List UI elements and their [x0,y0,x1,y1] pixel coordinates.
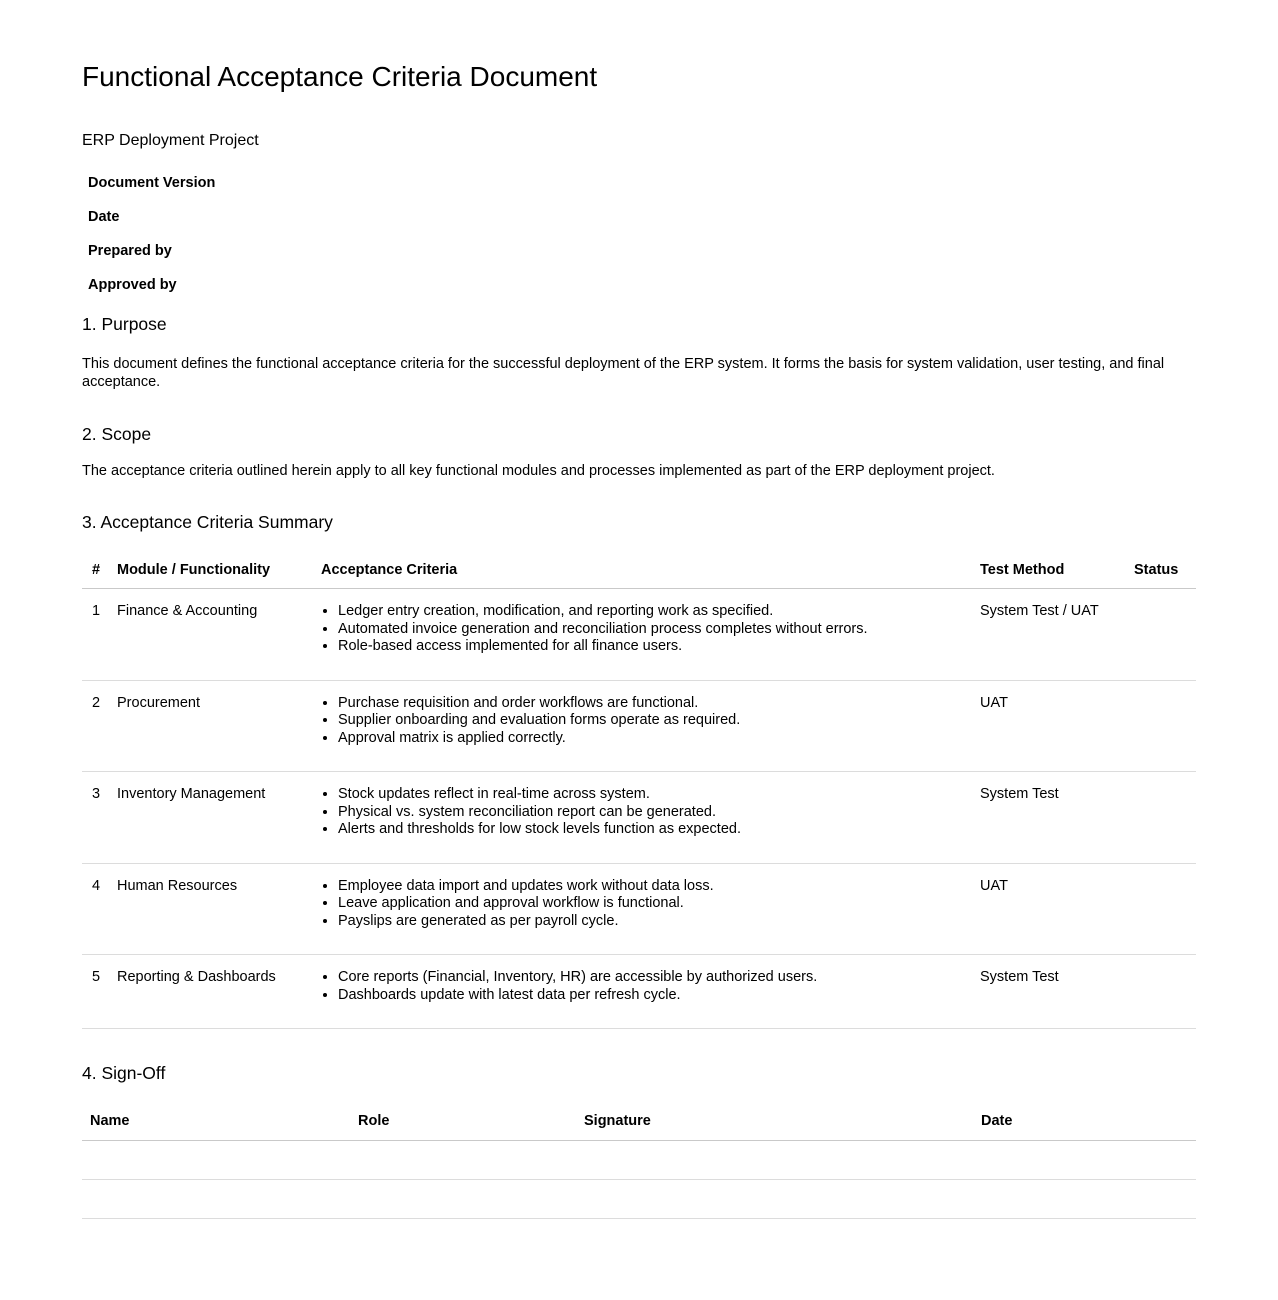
test-method-cell: System Test / UAT [970,589,1124,681]
row-number-cell: 2 [82,680,107,772]
document-meta-block [82,176,1196,293]
scope-text: The acceptance criteria outlined herein apply to all key functional modules and processes implemented as part of the ERP deployment project. [82,463,995,479]
criteria-bullet-item: • Dashboards update with latest data per refresh cycle. [338,987,970,1005]
column-header-number: # [82,553,107,589]
criteria-bullet-list [321,878,970,931]
status-cell [1124,772,1196,864]
criteria-table-row [82,589,1196,681]
criteria-bullet-item: • Physical vs. system reconciliation report can be generated. [338,804,970,822]
section-heading-scope: 2. Scope [82,424,152,444]
criteria-bullet-item: • Leave application and approval workflow is functional. [338,895,970,913]
meta-label-approved-by: Approved by [88,277,177,293]
meta-label-date: Date [88,209,120,225]
status-cell [1124,863,1196,955]
column-header-signature: Signature [576,1114,973,1141]
criteria-cell [311,955,970,1029]
column-header-module: Module / Functionality [107,553,311,589]
status-cell [1124,680,1196,772]
page-title: Functional Acceptance Criteria Document [82,61,598,92]
signoff-empty-cell [576,1141,973,1180]
test-method-cell: System Test [970,955,1124,1029]
purpose-text: This document defines the functional acceptance criteria for the successful deployment of the ERP system. It forms the basis for system validation, user testing, and final acceptance. [82,356,1165,390]
signoff-empty-cell [973,1180,1196,1219]
criteria-cell [311,680,970,772]
module-cell: Procurement [107,680,311,772]
section-heading-signoff: 4. Sign-Off [82,1063,166,1083]
row-number-cell: 5 [82,955,107,1029]
section-heading-purpose: 1. Purpose [82,314,167,334]
signoff-empty-cell [82,1141,350,1180]
meta-label-prepared-by: Prepared by [88,243,172,259]
criteria-bullet-item: • Stock updates reflect in real-time across system. [338,786,970,804]
criteria-header-row [82,553,1196,589]
test-method-cell: UAT [970,863,1124,955]
criteria-bullet-item: • Role-based access implemented for all finance users. [338,638,970,656]
column-header-criteria: Acceptance Criteria [311,553,970,589]
criteria-cell [311,589,970,681]
signoff-header-row [82,1114,1196,1141]
column-header-date: Date [973,1114,1196,1141]
signoff-empty-cell [576,1180,973,1219]
module-cell: Finance & Accounting [107,589,311,681]
criteria-bullet-list [321,786,970,839]
column-header-test-method: Test Method [970,553,1124,589]
test-method-cell: UAT [970,680,1124,772]
criteria-bullet-item: • Employee data import and updates work without data loss. [338,878,970,896]
criteria-table-row [82,772,1196,864]
criteria-bullet-item: • Supplier onboarding and evaluation forms operate as required. [338,712,970,730]
criteria-bullet-item: • Approval matrix is applied correctly. [338,730,970,748]
criteria-table-row [82,955,1196,1029]
criteria-table-row [82,680,1196,772]
column-header-status: Status [1124,553,1196,589]
status-cell [1124,589,1196,681]
signoff-empty-cell [82,1180,350,1219]
module-cell: Reporting & Dashboards [107,955,311,1029]
row-number-cell: 4 [82,863,107,955]
criteria-cell [311,863,970,955]
criteria-bullet-list [321,603,970,656]
acceptance-criteria-table [82,553,1196,1029]
test-method-cell: System Test [970,772,1124,864]
module-cell: Inventory Management [107,772,311,864]
signoff-empty-row [82,1141,1196,1180]
signoff-empty-cell [350,1141,576,1180]
criteria-table-row [82,863,1196,955]
criteria-bullet-list [321,969,970,1004]
column-header-role: Role [350,1114,576,1141]
meta-label-document-version: Document Version [88,175,216,191]
criteria-table-body [82,589,1196,1029]
row-number-cell: 3 [82,772,107,864]
module-cell: Human Resources [107,863,311,955]
criteria-bullet-item: • Alerts and thresholds for low stock levels function as expected. [338,821,970,839]
signoff-empty-cell [973,1141,1196,1180]
section-heading-acceptance-summary: 3. Acceptance Criteria Summary [82,512,333,532]
criteria-bullet-item: • Ledger entry creation, modification, and reporting work as specified. [338,603,970,621]
signoff-table [82,1114,1196,1219]
criteria-cell [311,772,970,864]
criteria-bullet-item: • Core reports (Financial, Inventory, HR) are accessible by authorized users. [338,969,970,987]
signoff-table-body [82,1141,1196,1219]
column-header-name: Name [82,1114,350,1141]
signoff-empty-cell [350,1180,576,1219]
criteria-bullet-list [321,695,970,748]
signoff-empty-row [82,1180,1196,1219]
criteria-bullet-item: • Purchase requisition and order workflows are functional. [338,695,970,713]
row-number-cell: 1 [82,589,107,681]
project-subtitle: ERP Deployment Project [82,132,259,149]
criteria-bullet-item: • Payslips are generated as per payroll cycle. [338,913,970,931]
criteria-bullet-item: • Automated invoice generation and reconciliation process completes without errors. [338,621,970,639]
status-cell [1124,955,1196,1029]
